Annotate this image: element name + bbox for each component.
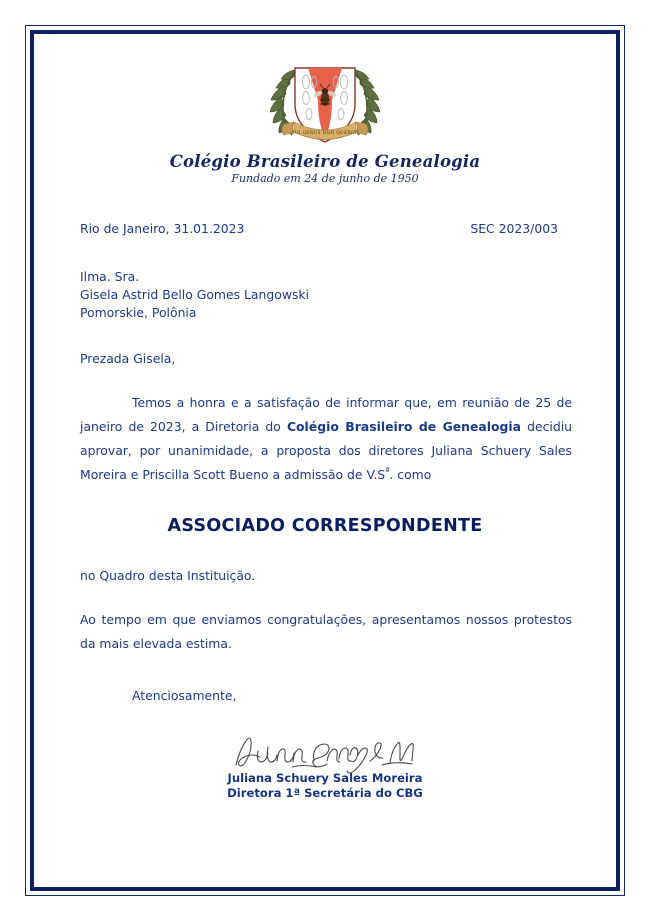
addressee-name: Gisela Astrid Bello Gomes Langowski	[80, 287, 310, 303]
addressee-block	[72, 268, 578, 321]
signer-name: Juliana Schuery Sales Moreira	[227, 771, 423, 786]
signer-details	[72, 771, 578, 801]
svg-text:SUI GENUS NON QUEROR: SUI GENUS NON QUEROR	[291, 130, 359, 135]
paragraph1-text-part1: Temos a honra e a satisfação de informar que, em reunião de 25 de janeiro de 2023, a Diretoria do	[80, 394, 572, 434]
letterhead	[72, 34, 578, 185]
page-inner-border	[30, 30, 620, 891]
after-title-line: no Quadro desta Instituição.	[80, 568, 256, 584]
coat-of-arms-crest-icon	[250, 52, 400, 152]
signature-block	[72, 731, 578, 801]
reference-number: SEC 2023/003	[470, 221, 558, 237]
addressee-honorific: Ilma. Sra.	[80, 269, 140, 285]
letter-meta-row	[72, 219, 578, 238]
page-content	[34, 34, 616, 887]
organization-founded: Fundado em 24 de junho de 1950	[231, 172, 419, 186]
signer-title: Diretora 1ª Secretária do CBG	[227, 786, 423, 801]
paragraph1-text-part3: . como	[389, 467, 432, 483]
ordinal-superscript: ª	[385, 466, 390, 477]
body-paragraph-2: Ao tempo em que enviamos congratulações, apresentamos nossos protestos da mais elevada estima.	[80, 611, 572, 651]
body-paragraph-1	[72, 391, 578, 488]
award-title: ASSOCIADO CORRESPONDENTE	[167, 516, 483, 537]
organization-name-emphasis: Colégio Brasileiro de Genealogia	[286, 418, 521, 434]
place-and-date: Rio de Janeiro, 31.01.2023	[80, 221, 245, 237]
paragraph1-text-part2: decidiu aprovar, por unanimidade, a proposta dos diretores Juliana Schuery Sales Moreira e Priscilla Scott Bueno a admissão de V.S	[80, 418, 573, 483]
letter-page	[25, 25, 625, 896]
letter-body	[72, 219, 578, 801]
closing-line: Atenciosamente,	[132, 687, 237, 703]
organization-name: Colégio Brasileiro de Genealogia	[169, 152, 481, 171]
addressee-location: Pomorskie, Polônia	[80, 304, 197, 320]
salutation: Prezada Gisela,	[80, 351, 176, 367]
handwritten-signature-icon	[230, 731, 420, 775]
